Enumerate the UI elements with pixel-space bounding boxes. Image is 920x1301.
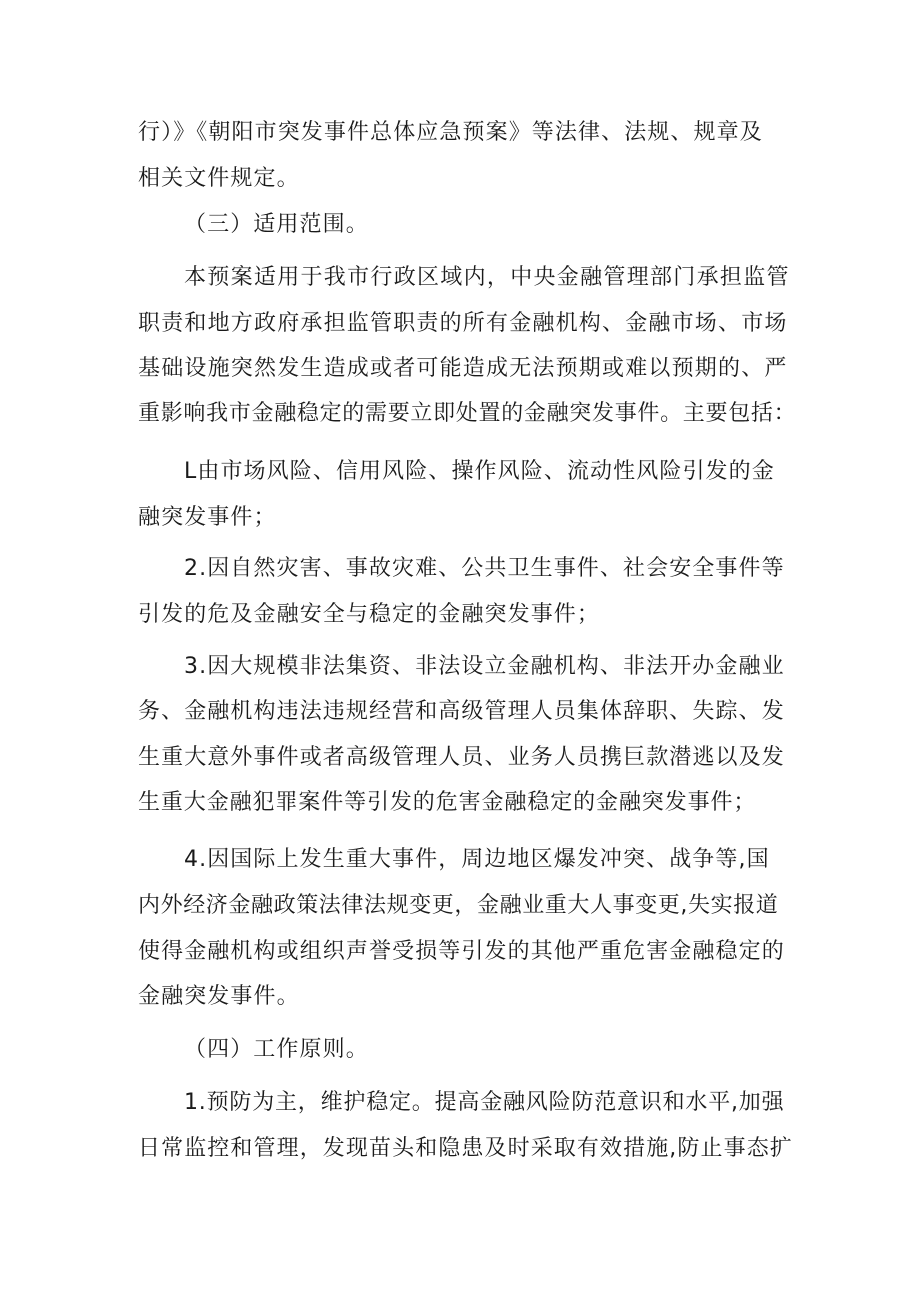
- text-line: 使得金融机构或组织声誉受损等引发的其他严重危害金融稳定的: [138, 939, 785, 964]
- list-item: 2.因自然灾害、事故灾难、公共卫生事件、社会安全事件等: [184, 556, 785, 581]
- list-item: L由市场风险、信用风险、操作风险、流动性风险引发的金: [184, 459, 775, 484]
- list-item: 4.因国际上发生重大事件，周边地区爆发冲突、战争等,国: [184, 847, 770, 872]
- text-line: 生重大金融犯罪案件等引发的危害金融稳定的金融突发事件；: [138, 790, 757, 815]
- text-line: 引发的危及金融安全与稳定的金融突发事件；: [138, 602, 601, 627]
- text-line: 本预案适用于我市行政区域内，中央金融管理部门承担监管: [184, 265, 790, 290]
- text-line: 重影响我市金融稳定的需要立即处置的金融突发事件。主要包括：: [138, 401, 797, 426]
- text-line: 日常监控和管理，发现苗头和隐患及时采取有效措施,防止事态扩: [138, 1136, 793, 1161]
- text-line: 金融突发事件。: [138, 984, 300, 1009]
- text-line: 融突发事件；: [138, 505, 277, 530]
- text-line: 基础设施突然发生造成或者可能造成无法预期或难以预期的、严: [138, 356, 788, 381]
- text-line: 相关文件规定。: [138, 166, 300, 191]
- section-heading: （三）适用范围。: [184, 212, 369, 237]
- text-line: 内外经济金融政策法律法规变更，金融业重大人事变更,失实报道: [138, 893, 779, 918]
- list-item: 3.因大规模非法集资、非法设立金融机构、非法开办金融业: [184, 654, 785, 679]
- list-item: 1.预防为主，维护稳定。提高金融风险防范意识和水平,加强: [184, 1090, 785, 1115]
- text-line: 行）》《朝阳市突发事件总体应急预案》等法律、法规、规章及: [138, 120, 763, 145]
- text-line: 生重大意外事件或者高级管理人员、业务人员携巨款潜逃以及发: [138, 745, 785, 770]
- text-line: 职责和地方政府承担监管职责的所有金融机构、金融市场、市场: [138, 311, 788, 336]
- text-line: 务、金融机构违法违规经营和高级管理人员集体辞职、失踪、发: [138, 699, 785, 724]
- section-heading: （四）工作原则。: [184, 1037, 369, 1062]
